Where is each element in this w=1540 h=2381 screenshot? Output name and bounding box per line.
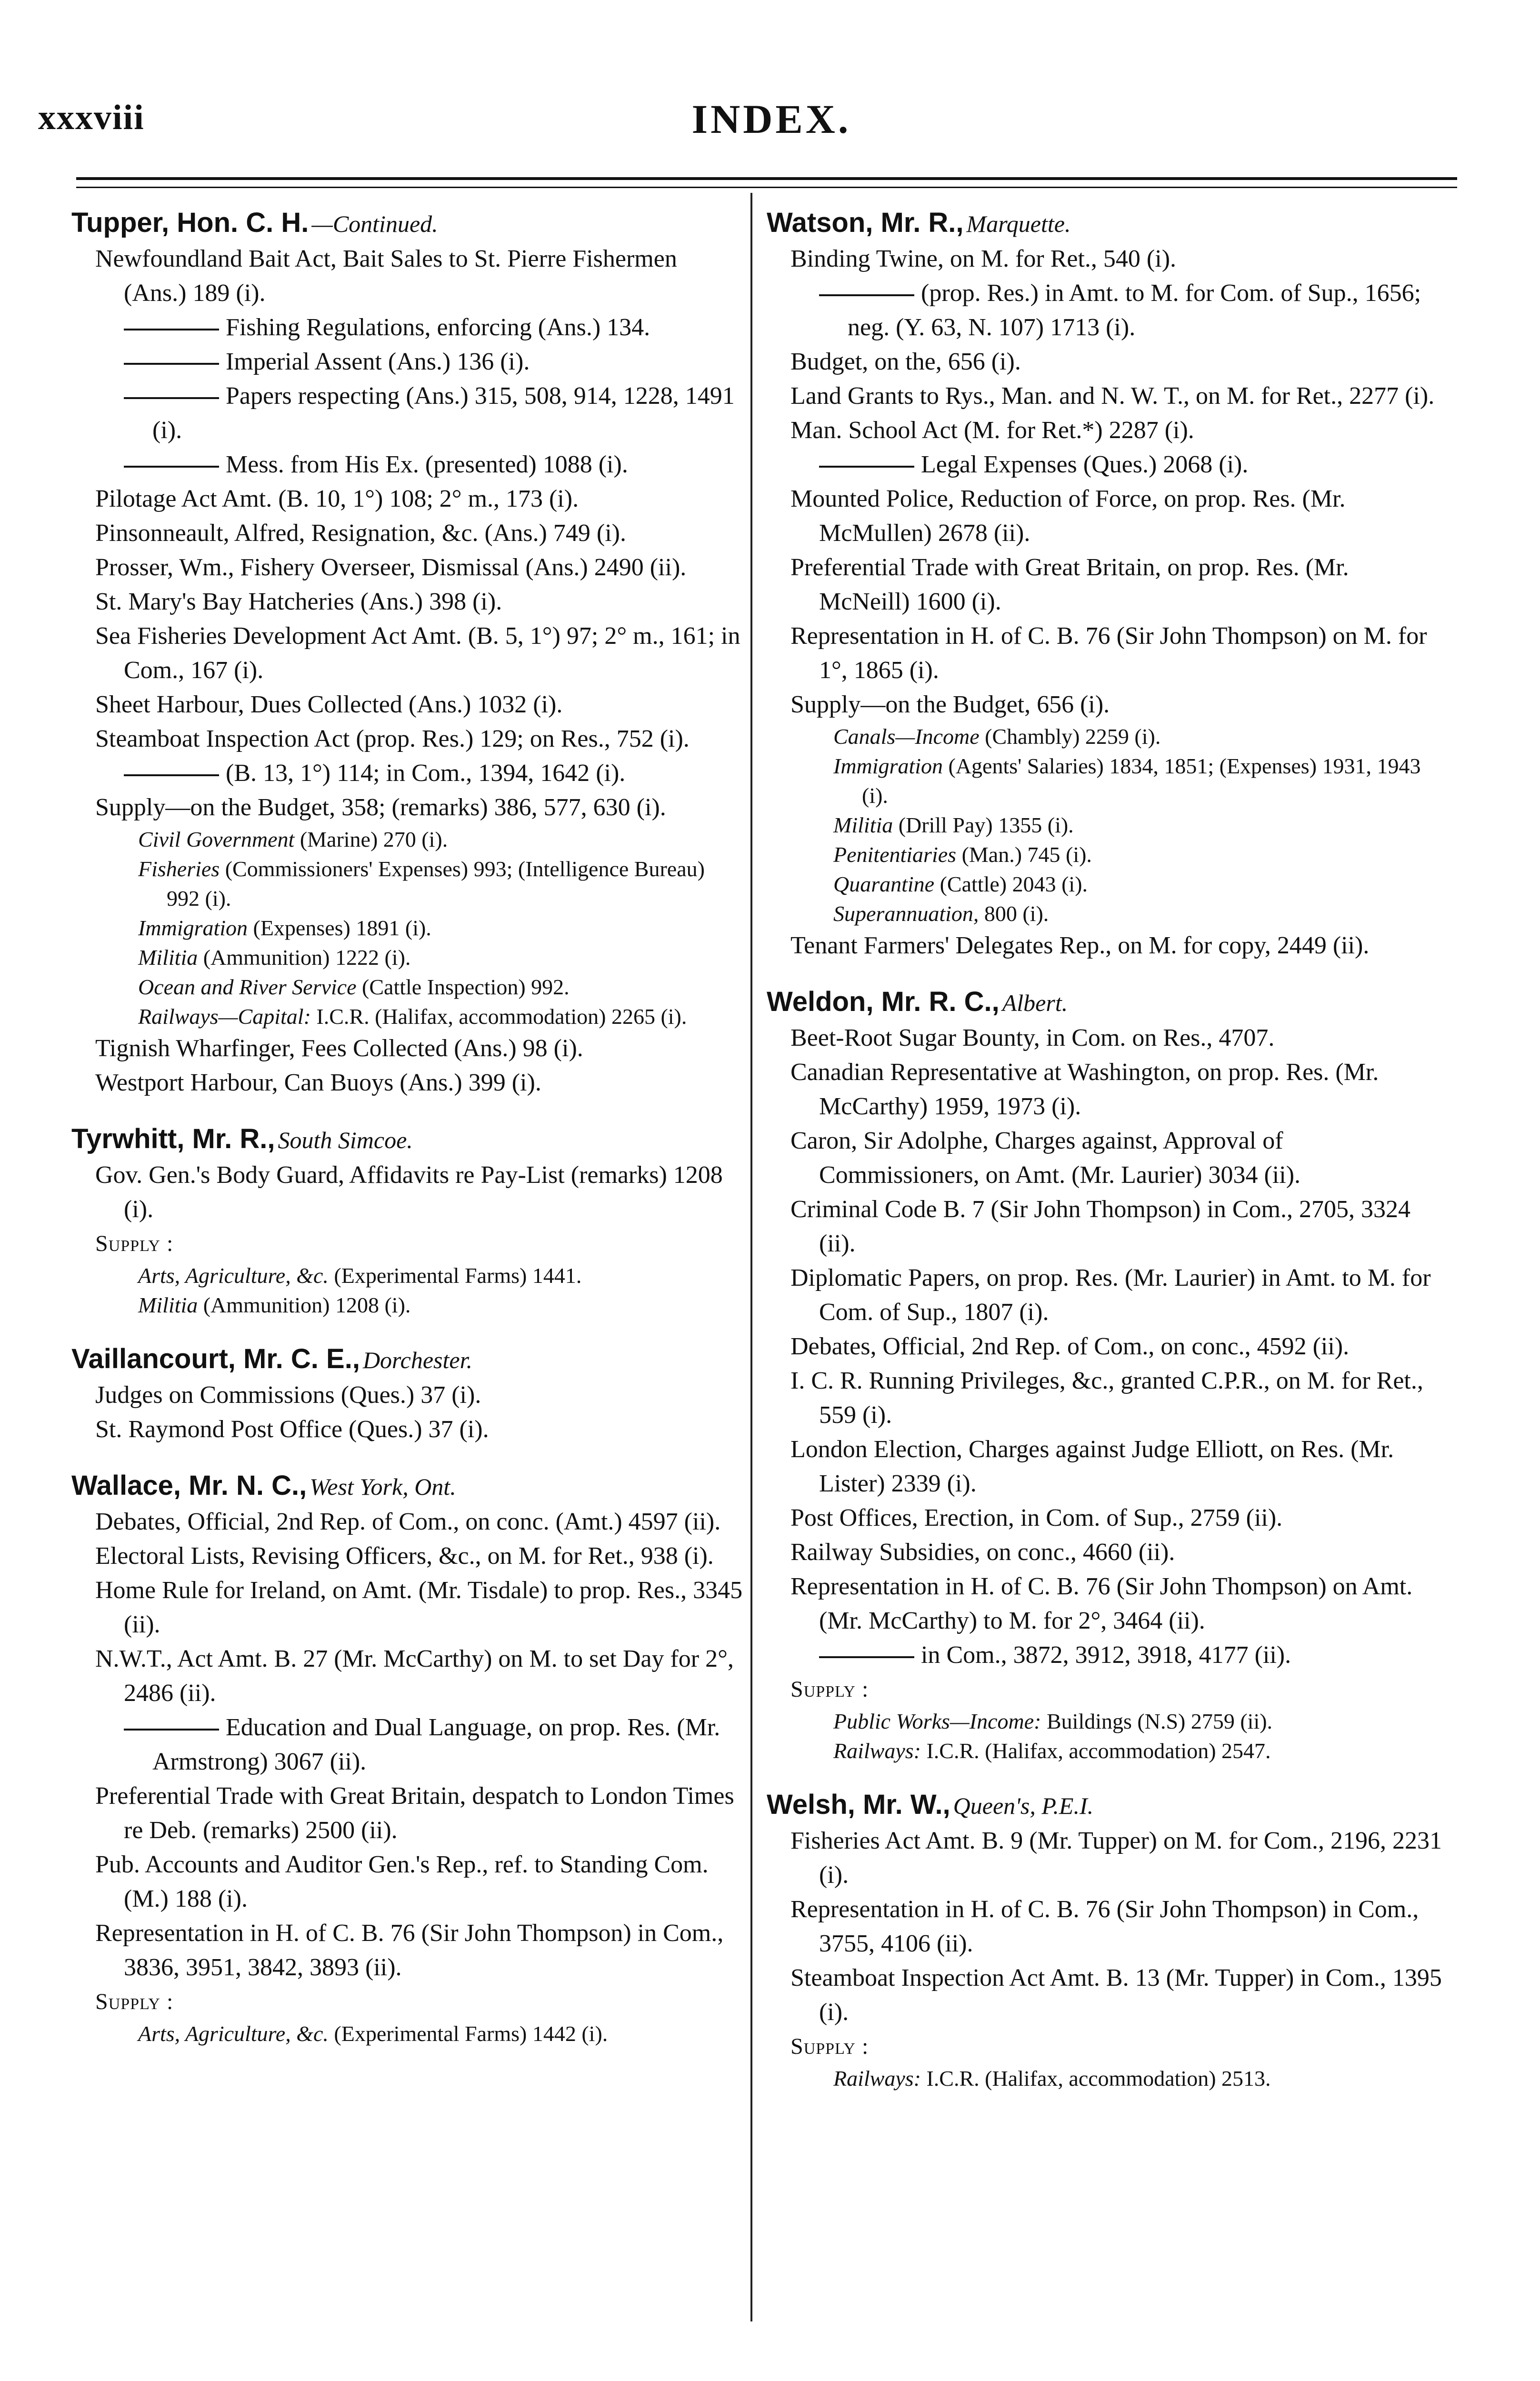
supply-item [767,899,1443,929]
index-subentry [767,1330,1443,1364]
index-subentry [767,242,1443,276]
index-subentry [71,1711,743,1779]
supply-text: (Experimental Farms) 1441. [328,1263,582,1288]
index-subentry [71,448,743,482]
supply-item [71,2019,743,2049]
index-subentry [71,1066,743,1100]
member-name: Watson, Mr. R., [767,207,964,238]
subentry-text: I. C. R. Running Privileges, &c., granted C.P.R., on M. for Ret., 559 (i). [790,1367,1423,1429]
subentry-text: Man. School Act (M. for Ret.*) 2287 (i). [790,417,1194,444]
ditto-dash [124,363,219,365]
supply-text: I.C.R. (Halifax, accommodation) 2513. [920,2066,1271,2091]
subentry-text: St. Raymond Post Office (Ques.) 37 (i). [95,1416,489,1443]
index-subentry [71,619,743,688]
column-divider [750,193,752,2321]
constituency: Albert. [1002,990,1068,1016]
index-subentry [767,1570,1443,1638]
index-subentry [767,448,1443,482]
subentry-text: Representation in H. of C. B. 76 (Sir John Thompson) on Amt. (Mr. McCarthy) to M. for 2°, 3464 (ii). [790,1573,1413,1634]
subentry-text: Debates, Official, 2nd Rep. of Com., on conc. (Amt.) 4597 (ii). [95,1508,721,1535]
index-subentry [71,1158,743,1227]
index-subentry [767,1501,1443,1535]
index-entry [71,205,743,1100]
supply-head: Quarantine [833,872,935,896]
constituency: —Continued. [311,210,438,237]
index-subentry [71,1505,743,1539]
supply-item [767,2064,1443,2093]
subentry-text: Mess. from His Ex. (presented) 1088 (i). [226,451,628,478]
member-name: Tupper, Hon. C. H. [71,207,309,238]
ditto-dash [124,466,219,468]
index-subentry [71,1378,743,1412]
index-subentry [767,1021,1443,1055]
supply-head: Fisheries [138,857,220,881]
supply-label: Supply : [95,1231,174,1256]
constituency: Dorchester. [362,1347,473,1373]
ditto-dash [124,774,219,776]
index-subentry [71,1573,743,1642]
index-subentry [71,242,743,310]
member-heading [71,1121,743,1158]
member-heading [767,1787,1443,1824]
supply-text: (Marine) 270 (i). [294,827,448,851]
supply-text: 800 (i). [979,901,1049,926]
index-subentry [767,345,1443,379]
member-heading [71,1468,743,1505]
supply-text: (Cattle Inspection) 992. [356,975,570,999]
subentry-text: Supply—on the Budget, 656 (i). [790,691,1110,718]
supply-item [767,810,1443,840]
subentry-text: Prosser, Wm., Fishery Overseer, Dismissal (Ans.) 2490 (ii). [95,554,687,581]
subentry-text: Judges on Commissions (Ques.) 37 (i). [95,1381,481,1409]
supply-item [71,1291,743,1320]
index-subentry [767,1535,1443,1570]
supply-head: Civil Government [138,827,295,851]
supply-text: (Drill Pay) 1355 (i). [893,813,1074,837]
supply-head: Militia [833,813,893,837]
subentry-text: Fisheries Act Amt. B. 9 (Mr. Tupper) on M. for Com., 2196, 2231 (i). [790,1827,1442,1889]
member-name: Wallace, Mr. N. C., [71,1470,307,1501]
index-subentry [767,1124,1443,1192]
supply-text: (Cattle) 2043 (i). [934,872,1088,896]
member-heading [71,205,743,242]
subentry-text: Budget, on the, 656 (i). [790,348,1021,375]
supply-item [71,1261,743,1291]
subentry-text: Mounted Police, Reduction of Force, on prop. Res. (Mr. McMullen) 2678 (ii). [790,485,1346,547]
supply-text: I.C.R. (Halifax, accommodation) 2547. [920,1739,1271,1763]
supply-text: (Man.) 745 (i). [956,842,1092,867]
supply-head: Militia [138,1293,198,1317]
subentry-text: Electoral Lists, Revising Officers, &c., on M. for Ret., 938 (i). [95,1542,714,1570]
index-subentry [767,1055,1443,1124]
index-subentry [767,929,1443,963]
supply-head: Canals—Income [833,724,980,749]
subentry-text: Steamboat Inspection Act (prop. Res.) 129; on Res., 752 (i). [95,725,690,752]
ditto-dash [124,329,219,330]
subentry-text: Sea Fisheries Development Act Amt. (B. 5, 1°) 97; 2° m., 161; in Com., 167 (i). [95,622,740,684]
supply-head: Superannuation, [833,901,979,926]
supply-text: I.C.R. (Halifax, accommodation) 2265 (i). [310,1004,687,1029]
supply-text: (Ammunition) 1222 (i). [198,945,411,970]
ditto-dash [819,466,914,468]
subentry-text: Newfoundland Bait Act, Bait Sales to St. Pierre Fishermen (Ans.) 189 (i). [95,245,677,307]
index-subentry [767,379,1443,413]
index-subentry [767,688,1443,722]
subentry-text: Binding Twine, on M. for Ret., 540 (i). [790,245,1177,272]
constituency: South Simcoe. [278,1127,413,1153]
supply-head: Railways: [833,1739,921,1763]
index-subentry [71,790,743,825]
page-title: INDEX. [691,96,851,142]
ditto-dash [124,397,219,399]
subentry-text: Sheet Harbour, Dues Collected (Ans.) 1032 (i). [95,691,563,718]
supply-item [71,943,743,972]
subentry-text: Pilotage Act Amt. (B. 10, 1°) 108; 2° m., 173 (i). [95,485,579,512]
index-subentry [71,516,743,550]
supply-text: (Chambly) 2259 (i). [979,724,1161,749]
index-subentry [71,1031,743,1066]
header-rule-thin [76,187,1457,188]
index-subentry [767,619,1443,688]
index-subentry [767,276,1443,345]
subentry-text: Representation in H. of C. B. 76 (Sir John Thompson) in Com., 3755, 4106 (ii). [790,1896,1419,1957]
supply-head: Militia [138,945,198,970]
member-name: Tyrwhitt, Mr. R., [71,1123,275,1154]
subentry-text: Tignish Wharfinger, Fees Collected (Ans.) 98 (i). [95,1035,583,1062]
supply-text: (Experimental Farms) 1442 (i). [328,2021,608,2046]
subentry-text: Fishing Regulations, enforcing (Ans.) 134. [226,314,650,341]
supply-head: Ocean and River Service [138,975,357,999]
subentry-text: Criminal Code B. 7 (Sir John Thompson) in Com., 2705, 3324 (ii). [790,1196,1410,1257]
supply-head: Arts, Agriculture, &c. [138,1263,329,1288]
index-subentry [767,1364,1443,1432]
subentry-text: Steamboat Inspection Act Amt. B. 13 (Mr. Tupper) in Com., 1395 (i). [790,1964,1442,2026]
index-subentry [767,1192,1443,1261]
index-entry [767,205,1443,963]
supply-head: Railways—Capital: [138,1004,311,1029]
supply-item [767,1736,1443,1766]
subentry-text: Westport Harbour, Can Buoys (Ans.) 399 (i). [95,1069,541,1096]
index-subentry [71,1848,743,1916]
supply-label: Supply : [790,1677,869,1702]
member-name: Vaillancourt, Mr. C. E., [71,1343,360,1374]
index-subentry [71,550,743,585]
subentry-text: Supply—on the Budget, 358; (remarks) 386, 577, 630 (i). [95,794,666,821]
supply-head: Public Works—Income: [833,1709,1041,1733]
member-heading [71,1341,743,1378]
index-subentry [71,585,743,619]
index-subentry [767,1261,1443,1330]
subentry-text: Imperial Assent (Ans.) 136 (i). [226,348,530,375]
subentry-text: Canadian Representative at Washington, on prop. Res. (Mr. McCarthy) 1959, 1973 (i). [790,1059,1379,1120]
index-entry [71,1121,743,1320]
subentry-text: Caron, Sir Adolphe, Charges against, Approval of Commissioners, on Amt. (Mr. Laurier) 3034 (ii). [790,1127,1301,1189]
ditto-dash [819,294,914,296]
subentry-text: Land Grants to Rys., Man. and N. W. T., on M. for Ret., 2277 (i). [790,382,1435,410]
index-subentry [767,1961,1443,2030]
supply-item [767,840,1443,870]
member-name: Welsh, Mr. W., [767,1789,950,1820]
ditto-dash [819,1656,914,1658]
constituency: Queen's, P.E.I. [953,1792,1094,1819]
supply-item [71,1002,743,1031]
subentry-text: (prop. Res.) in Amt. to M. for Com. of Sup., 1656; neg. (Y. 63, N. 107) 1713 (i). [848,280,1421,341]
page-number: xxxviii [38,98,145,137]
index-subentry [71,722,743,756]
supply-item [767,870,1443,899]
index-entry [767,984,1443,1766]
index-subentry [71,1412,743,1447]
subentry-text: Preferential Trade with Great Britain, on prop. Res. (Mr. McNeill) 1600 (i). [790,554,1349,615]
index-subentry [767,1638,1443,1672]
subentry-text: London Election, Charges against Judge Elliott, on Res. (Mr. Lister) 2339 (i). [790,1436,1394,1497]
supply-label: Supply : [790,2034,869,2059]
subentry-text: Gov. Gen.'s Body Guard, Affidavits re Pay-List (remarks) 1208 (i). [95,1161,723,1223]
supply-item [71,972,743,1002]
index-subentry [767,1892,1443,1961]
subentry-text: N.W.T., Act Amt. B. 27 (Mr. McCarthy) on M. to set Day for 2°, 2486 (ii). [95,1645,734,1707]
index-subentry [71,1642,743,1711]
index-subentry [767,550,1443,619]
index-entry [71,1468,743,2049]
left-column [71,205,743,2070]
ditto-dash [124,1729,219,1731]
index-subentry [71,310,743,345]
header-rule-thick [76,177,1457,180]
supply-item [767,751,1443,810]
subentry-text: Home Rule for Ireland, on Amt. (Mr. Tisdale) to prop. Res., 3345 (ii). [95,1577,743,1638]
subentry-text: Preferential Trade with Great Britain, despatch to London Times re Deb. (remarks) 2500 (ii). [95,1782,734,1844]
subentry-text: St. Mary's Bay Hatcheries (Ans.) 398 (i). [95,588,502,615]
subentry-text: Diplomatic Papers, on prop. Res. (Mr. Laurier) in Amt. to M. for Com. of Sup., 1807 (i). [790,1264,1431,1326]
subentry-text: Debates, Official, 2nd Rep. of Com., on conc., 4592 (ii). [790,1333,1350,1360]
subentry-text: Railway Subsidies, on conc., 4660 (ii). [790,1539,1175,1566]
index-subentry [71,756,743,790]
supply-item [71,825,743,854]
subentry-text: Education and Dual Language, on prop. Res. (Mr. Armstrong) 3067 (ii). [152,1714,720,1775]
subentry-text: Pub. Accounts and Auditor Gen.'s Rep., ref. to Standing Com. (M.) 188 (i). [95,1851,709,1912]
subentry-text: Representation in H. of C. B. 76 (Sir John Thompson) in Com., 3836, 3951, 3842, 3893 (ii). [95,1920,724,1981]
supply-item [71,913,743,943]
member-name: Weldon, Mr. R. C., [767,986,1000,1017]
index-subentry [767,1824,1443,1892]
supply-text: Buildings (N.S) 2759 (ii). [1041,1709,1273,1733]
index-subentry [71,482,743,516]
right-column [767,205,1443,2114]
supply-head: Penitentiaries [833,842,957,867]
supply-item [767,1707,1443,1736]
index-subentry [71,1779,743,1848]
supply-head: Railways: [833,2066,921,2091]
supply-item [71,854,743,913]
member-heading [767,984,1443,1021]
supply-text: (Ammunition) 1208 (i). [198,1293,411,1317]
index-subentry [71,1539,743,1573]
supply-item [767,722,1443,751]
subentry-text: Pinsonneault, Alfred, Resignation, &c. (Ans.) 749 (i). [95,520,626,547]
subentry-text: (B. 13, 1°) 114; in Com., 1394, 1642 (i). [226,760,626,787]
constituency: Marquette. [966,210,1071,237]
index-subentry [71,345,743,379]
index-subentry [71,1916,743,1985]
supply-head: Arts, Agriculture, &c. [138,2021,329,2046]
supply-head: Immigration [138,916,248,940]
index-subentry [767,413,1443,448]
subentry-text: Legal Expenses (Ques.) 2068 (i). [921,451,1249,478]
subentry-text: Representation in H. of C. B. 76 (Sir John Thompson) on M. for 1°, 1865 (i). [790,622,1427,684]
supply-head: Immigration [833,754,943,778]
supply-label: Supply : [95,1989,174,2014]
supply-text: (Agents' Salaries) 1834, 1851; (Expenses) 1931, 1943 (i). [862,754,1421,808]
index-entry [71,1341,743,1447]
subentry-text: Tenant Farmers' Delegates Rep., on M. for copy, 2449 (ii). [790,932,1370,959]
index-entry [767,1787,1443,2093]
subentry-text: in Com., 3872, 3912, 3918, 4177 (ii). [921,1641,1291,1669]
subentry-text: Post Offices, Erection, in Com. of Sup., 2759 (ii). [790,1504,1283,1531]
index-subentry [71,379,743,448]
index-subentry [767,482,1443,550]
subentry-text: Beet-Root Sugar Bounty, in Com. on Res., 4707. [790,1024,1275,1051]
supply-text: (Expenses) 1891 (i). [248,916,431,940]
index-subentry [767,1432,1443,1501]
index-subentry [71,688,743,722]
subentry-text: Papers respecting (Ans.) 315, 508, 914, 1228, 1491 (i). [152,382,735,444]
member-heading [767,205,1443,242]
constituency: West York, Ont. [310,1473,456,1500]
supply-text: (Commissioners' Expenses) 993; (Intelligence Bureau) 992 (i). [167,857,705,910]
